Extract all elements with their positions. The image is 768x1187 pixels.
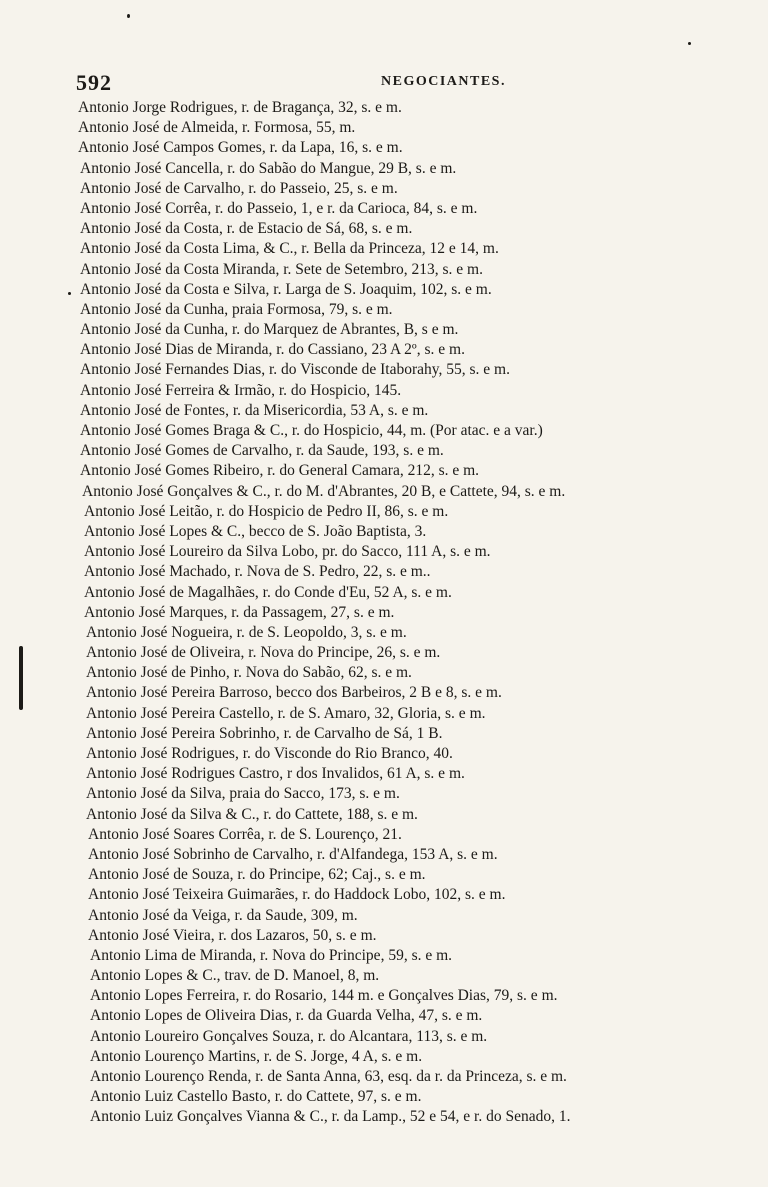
directory-entry [0,704,768,724]
entry-text: Antonio José Ferreira & Irmão, r. do Hospicio, 145. [80,381,402,399]
entry-text: Antonio José Gomes Braga & C., r. do Hospicio, 44, m. (Por atac. e a var.) [80,422,543,439]
directory-entry [0,522,768,542]
directory-entry [0,280,768,300]
directory-entry [0,260,768,280]
entry-text: Antonio José Lopes & C., becco de S. João Baptista, 3. [84,522,427,540]
entry-text: Antonio José Machado, r. Nova de S. Pedro, 22, s. e m.. [84,563,431,581]
directory-entry [0,784,768,804]
directory-entry [0,1107,768,1127]
directory-entry [0,1047,768,1067]
directory-entry [0,845,768,865]
entry-text: Antonio José Pereira Sobrinho, r. de Carvalho de Sá, 1 B. [86,724,443,742]
entry-text: Antonio Lourenço Renda, r. de Santa Anna, 63, esq. da r. da Princeza, s. e m. [90,1068,567,1085]
directory-entry [0,360,768,380]
entry-text: Antonio José Campos Gomes, r. da Lapa, 16, s. e m. [78,139,403,157]
entry-text: Antonio José da Cunha, r. do Marquez de Abrantes, B, s e m. [80,321,459,339]
directory-entry [0,542,768,562]
directory-entry [0,805,768,825]
directory-entry [0,643,768,663]
entry-text: Antonio José Leitão, r. do Hospicio de Pedro II, 86, s. e m. [84,502,449,520]
entry-text: Antonio José Sobrinho de Carvalho, r. d'Alfandega, 153 A, s. e m. [88,845,498,863]
entry-text: Antonio José da Silva, praia do Sacco, 173, s. e m. [86,785,400,803]
entry-text: Antonio José Corrêa, r. do Passeio, 1, e r. da Carioca, 84, s. e m. [80,199,478,217]
directory-entry [0,926,768,946]
directory-entry [0,825,768,845]
directory-entry [0,199,768,219]
directory-entry [0,946,768,966]
entry-text: Antonio José Dias de Miranda, r. do Cassiano, 23 A 2º, s. e m. [80,341,465,359]
directory-entry [0,744,768,764]
directory-entry [0,764,768,784]
page-header [76,70,676,96]
directory-entry [0,98,768,118]
ink-speck [688,42,691,45]
directory-entry [0,623,768,643]
entry-text: Antonio José Pereira Castello, r. de S. Amaro, 32, Gloria, s. e m. [86,704,486,722]
entry-text: Antonio José da Veiga, r. da Saude, 309, m. [88,906,358,924]
entry-text: Antonio Lopes Ferreira, r. do Rosario, 144 m. e Gonçalves Dias, 79, s. e m. [90,987,558,1005]
directory-entry [0,583,768,603]
entry-text: Antonio José de Almeida, r. Formosa, 55, m. [78,119,356,137]
entry-text: Antonio José Rodrigues, r. do Visconde do Rio Branco, 40. [86,745,453,762]
entry-text: Antonio José Gomes Ribeiro, r. do General Camara, 212, s. e m. [80,462,480,480]
entry-text: Antonio José Nogueira, r. de S. Leopoldo, 3, s. e m. [86,623,407,641]
directory-entry [0,482,768,502]
directory-entry [0,906,768,926]
entry-text: Antonio José Fernandes Dias, r. do Visconde de Itaborahy, 55, s. e m. [80,361,510,379]
entry-text: Antonio Luiz Gonçalves Vianna & C., r. da Lamp., 52 e 54, e r. do Senado, 1. [90,1108,571,1126]
entry-text: Antonio Loureiro Gonçalves Souza, r. do Alcantara, 113, s. e m. [90,1027,488,1045]
entry-text: Antonio José Marques, r. da Passagem, 27, s. e m. [84,603,395,621]
entry-text: Antonio José Soares Corrêa, r. de S. Lourenço, 21. [88,825,402,843]
directory-entry [0,966,768,986]
directory-entry [0,461,768,481]
directory-entry [0,1067,768,1087]
directory-entry [0,300,768,320]
ink-speck [127,14,130,18]
directory-entry [0,179,768,199]
entry-text: Antonio Lopes de Oliveira Dias, r. da Guarda Velha, 47, s. e m. [90,1007,483,1025]
directory-entry [0,885,768,905]
entry-text: Antonio José de Souza, r. do Principe, 62; Caj., s. e m. [88,866,426,884]
directory-entry [0,562,768,582]
entry-text: Antonio José da Costa Miranda, r. Sete de Setembro, 213, s. e m. [80,260,483,278]
entry-text: Antonio José de Fontes, r. da Misericordia, 53 A, s. e m. [80,401,429,419]
entry-text: Antonio José Vieira, r. dos Lazaros, 50, s. e m. [88,926,377,944]
directory-entry [0,502,768,522]
directory-entry [0,441,768,461]
entry-text: Antonio José de Pinho, r. Nova do Sabão, 62, s. e m. [86,664,412,682]
directory-entry [0,239,768,259]
directory-entry [0,603,768,623]
directory-entry [0,724,768,744]
entry-text: Antonio Jorge Rodrigues, r. de Bragança, 32, s. e m. [78,99,402,116]
directory-entry [0,401,768,421]
directory-entry [0,219,768,239]
running-title: NEGOCIANTES. [381,74,506,89]
entry-text: Antonio José Teixeira Guimarães, r. do Haddock Lobo, 102, s. e m. [88,886,506,904]
entry-text: Antonio Lima de Miranda, r. Nova do Principe, 59, s. e m. [90,946,453,964]
entry-text: Antonio Luiz Castello Basto, r. do Cattete, 97, s. e m. [90,1088,422,1106]
directory-entry [0,421,768,441]
directory-entry [0,683,768,703]
entry-text: Antonio José Loureiro da Silva Lobo, pr. do Sacco, 111 A, s. e m. [84,543,491,561]
directory-entry [0,986,768,1006]
entry-text: Antonio José da Costa, r. de Estacio de Sá, 68, s. e m. [80,220,413,238]
entry-text: Antonio José da Silva & C., r. do Cattete, 188, s. e m. [86,805,418,823]
entry-text: Antonio José de Oliveira, r. Nova do Principe, 26, s. e m. [86,644,441,662]
entry-text: Antonio Lourenço Martins, r. de S. Jorge, 4 A, s. e m. [90,1047,423,1065]
entry-text: Antonio José de Magalhães, r. do Conde d'Eu, 52 A, s. e m. [84,583,452,601]
entry-text: Antonio José Cancella, r. do Sabão do Mangue, 29 B, s. e m. [80,159,457,177]
directory-entry [0,118,768,138]
merchant-list [0,98,768,1128]
directory-entry [0,663,768,683]
directory-entry [0,159,768,179]
directory-entry [0,340,768,360]
entry-text: Antonio José Pereira Barroso, becco dos Barbeiros, 2 B e 8, s. e m. [86,684,502,702]
directory-entry [0,1027,768,1047]
directory-entry [0,138,768,158]
page-number: 592 [76,70,112,95]
directory-entry [0,1087,768,1107]
directory-entry [0,865,768,885]
directory-entry [0,381,768,401]
entry-text: Antonio José da Costa e Silva, r. Larga de S. Joaquim, 102, s. e m. [80,280,492,298]
entry-text: Antonio José de Carvalho, r. do Passeio, 25, s. e m. [80,179,398,197]
directory-entry [0,1006,768,1026]
entry-text: Antonio Lopes & C., trav. de D. Manoel, 8, m. [90,967,380,985]
entry-text: Antonio José Gonçalves & C., r. do M. d'Abrantes, 20 B, e Cattete, 94, s. e m. [82,482,566,500]
directory-entry [0,320,768,340]
entry-text: Antonio José da Cunha, praia Formosa, 79, s. e m. [80,300,393,318]
entry-text: Antonio José Rodrigues Castro, r dos Invalidos, 61 A, s. e m. [86,765,465,783]
entry-text: Antonio José da Costa Lima, & C., r. Bella da Princeza, 12 e 14, m. [80,240,499,258]
entry-text: Antonio José Gomes de Carvalho, r. da Saude, 193, s. e m. [80,442,444,460]
